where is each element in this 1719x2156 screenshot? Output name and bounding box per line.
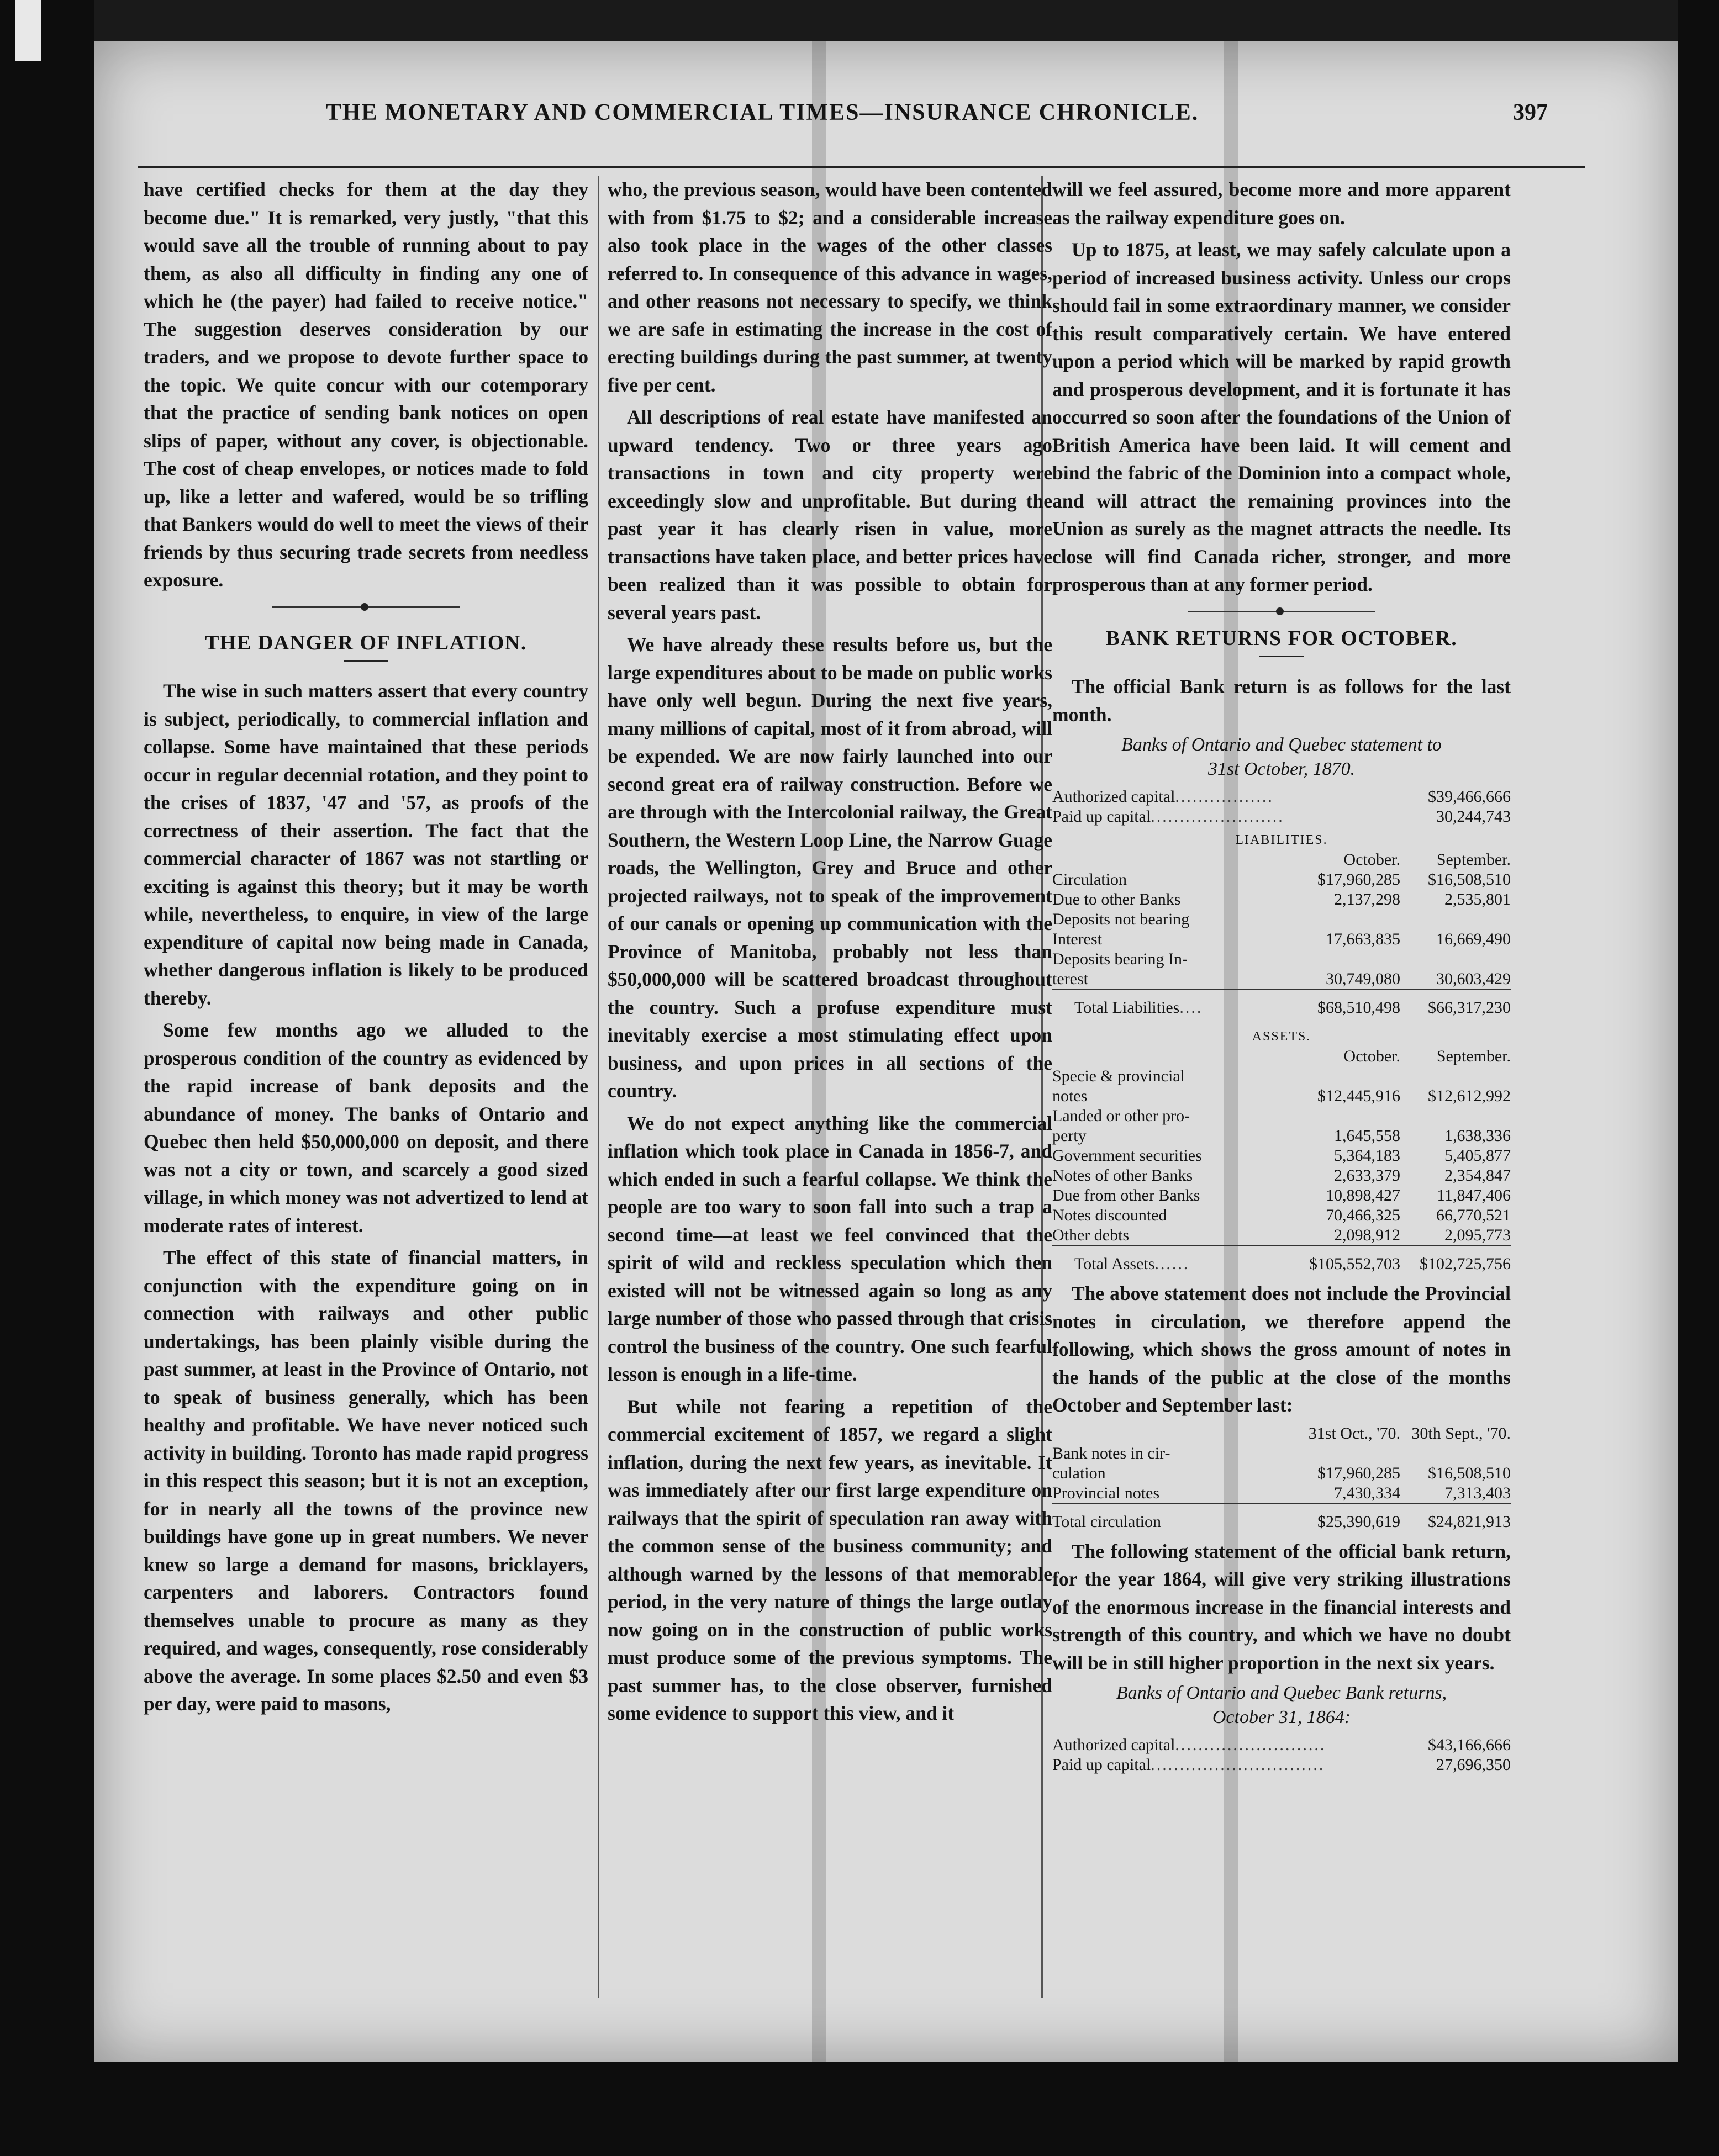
row-value: 7,430,334 xyxy=(1334,1483,1400,1502)
row-value: 2,535,801 xyxy=(1444,890,1511,908)
row-value xyxy=(1295,1444,1400,1463)
statement-caption xyxy=(1052,1681,1511,1730)
assets-rows xyxy=(1052,1066,1511,1246)
row-label: Due to other Banks xyxy=(1052,890,1181,908)
running-head xyxy=(0,99,1584,138)
row-value: 1,645,558 xyxy=(1334,1127,1400,1145)
heading-rule xyxy=(344,660,388,662)
table-row xyxy=(1052,1146,1511,1166)
row-value xyxy=(1400,910,1511,929)
statement-date: 31st October, 1870. xyxy=(1207,759,1356,779)
row-label: Notes of other Banks xyxy=(1052,1166,1193,1185)
paragraph: Some few months ago we alluded to the prosperous condition of the country as evidenced by the rapid increase of bank deposits and the abundance of money. The banks of Ontario and Quebec then held $50,000,000 on deposit, and there was not a city or town, and scarcely a good sized village, in which money was not advertized to lend at moderate rates of interest. xyxy=(144,1019,588,1236)
table-row xyxy=(1052,1444,1511,1463)
paragraph: have certified checks for them at the day they become due." It is remarked, very justly, "that this would save all the trouble of running about to pay them, as also all difficulty in finding any one of which he (the payer) had failed to receive notice." The suggestion deserves consideration by our traders, and we propose to devote further space to the topic. We quite concur with our cotemporary that the practice of sending bank notices on open slips of paper, without any cover, is objectionable. The cost of cheap envelopes, or notices made to fold up, like a letter and wafered, would be so trifling that Bankers would do well to meet the views of their friends by thus securing trade secrets from needless exposure. xyxy=(144,178,588,591)
row-label: Total Liabilities.... xyxy=(1052,990,1295,1023)
row-value xyxy=(1295,910,1400,929)
row-value: 2,633,379 xyxy=(1334,1166,1400,1185)
row-label: Authorized capital.......................... xyxy=(1052,1736,1326,1754)
film-border-left xyxy=(0,0,94,2156)
row-value: $39,466,666 xyxy=(1428,788,1511,806)
page-number: 397 xyxy=(1513,100,1548,125)
row-label: Government securities xyxy=(1052,1146,1202,1165)
table-row xyxy=(1052,1735,1511,1755)
row-value xyxy=(1295,1066,1400,1086)
row-label: terest xyxy=(1052,970,1088,988)
header-rule xyxy=(138,166,1585,168)
section-label-row xyxy=(1052,1023,1511,1047)
liabilities-rows xyxy=(1052,870,1511,990)
row-value: 30,603,429 xyxy=(1436,970,1511,988)
column-header-october: October. xyxy=(1343,1047,1400,1065)
row-value: 10,898,427 xyxy=(1326,1186,1400,1204)
row-label: Total circulation xyxy=(1052,1504,1295,1537)
row-value: $43,166,666 xyxy=(1428,1736,1511,1754)
bank-statement-1870 xyxy=(1052,787,1511,1280)
row-label: perty xyxy=(1052,1127,1087,1145)
table-row xyxy=(1052,1755,1511,1775)
row-label: Interest xyxy=(1052,930,1102,948)
row-value xyxy=(1400,1066,1511,1086)
row-value: 17,663,835 xyxy=(1326,930,1400,948)
row-value xyxy=(1295,949,1400,969)
paragraph: All descriptions of real estate have manifested an upward tendency. Two or three years ago transactions in town and city property were exceedingly slow and unprofitable. But during the past year it has clearly risen in value, more transactions have taken place, and better prices have been realized than it was possible to obtain for several years past. xyxy=(608,406,1052,623)
row-value: 30,749,080 xyxy=(1326,970,1400,988)
column-header-row xyxy=(1052,850,1511,870)
row-label: Paid up capital.............................. xyxy=(1052,1756,1325,1774)
statement-caption xyxy=(1052,733,1511,781)
table-row xyxy=(1052,787,1511,807)
liabilities-heading: LIABILITIES. xyxy=(1235,833,1328,847)
table-row xyxy=(1052,807,1511,827)
column-header-sept-1870: 30th Sept., '70. xyxy=(1411,1424,1511,1442)
publication-title: THE MONETARY AND COMMERCIAL TIMES—INSURANCE CHRONICLE. xyxy=(325,100,1199,125)
row-value: 2,354,847 xyxy=(1444,1166,1511,1185)
table-row xyxy=(1052,910,1511,929)
paragraph: who, the previous season, would have been contented with from $1.75 to $2; and a considerable increase also took place in the wages of the other classes referred to. In consequence of this advance in wages, and other reasons not necessary to specify, we think we are safe in estimating the increase in the cost of erecting buildings during the past summer, at twenty five per cent. xyxy=(608,178,1052,396)
table-row xyxy=(1052,870,1511,890)
row-label: Provincial notes xyxy=(1052,1483,1160,1502)
statement-caption-text: Banks of Ontario and Quebec Bank returns, xyxy=(1116,1683,1447,1703)
row-value: 2,137,298 xyxy=(1334,890,1400,908)
table-row xyxy=(1052,1186,1511,1206)
bank-statement-1864 xyxy=(1052,1735,1511,1775)
row-label: culation xyxy=(1052,1463,1106,1482)
film-border-bottom xyxy=(0,2062,1719,2156)
table-row xyxy=(1052,1126,1511,1146)
column-header-oct-1870: 31st Oct., '70. xyxy=(1308,1424,1400,1442)
total-row xyxy=(1052,990,1511,1023)
paragraph: The official Bank return is as follows for the last month. xyxy=(1052,675,1511,726)
row-value: 70,466,325 xyxy=(1326,1206,1400,1224)
row-value xyxy=(1295,1106,1400,1126)
film-border-right xyxy=(1678,0,1719,2156)
column-header-row xyxy=(1052,1424,1511,1444)
row-label: Notes discounted xyxy=(1052,1206,1167,1224)
row-value xyxy=(1400,1444,1511,1463)
table-row xyxy=(1052,1225,1511,1246)
assets-heading: ASSETS. xyxy=(1252,1029,1311,1044)
row-value: 2,095,773 xyxy=(1444,1226,1511,1244)
column-header-september: September. xyxy=(1436,1047,1511,1065)
circulation-table xyxy=(1052,1424,1511,1537)
statement-date: October 31, 1864: xyxy=(1212,1707,1351,1727)
row-label: Due from other Banks xyxy=(1052,1186,1200,1204)
table-row xyxy=(1052,1086,1511,1106)
table-row xyxy=(1052,1066,1511,1086)
circulation-rows xyxy=(1052,1444,1511,1504)
row-value: 7,313,403 xyxy=(1444,1483,1511,1502)
row-value: 5,364,183 xyxy=(1334,1146,1400,1165)
column-header-september: September. xyxy=(1436,850,1511,869)
article-heading: BANK RETURNS FOR OCTOBER. xyxy=(1105,626,1458,650)
table-row xyxy=(1052,890,1511,910)
row-value: $24,821,913 xyxy=(1400,1504,1511,1537)
paragraph: We do not expect anything like the commercial inflation which took place in Canada in 1856-7, and which ended in such a fearful collapse. We think the people are too wary to soon fall into such a trap a second time—at least we feel convinced that the spirit of wild and reckless speculation which then existed will not be witnessed again so long as any large number of those who passed through that crisis control the business of the country. One such fearful lesson is enough in a life-time. xyxy=(608,1112,1052,1385)
column-divider xyxy=(598,176,599,1998)
paragraph: But while not fearing a repetition of the commercial excitement of 1857, we regard a slight inflation, during the next few years, as inevitable. It was immediately after our first large expenditure on railways that the spirit of speculation ran away with the common sense of the business community; and although warned by the lessons of that memorable period, in the very nature of things the large outlay now going on in the construction of public works must produce some of the previous symptoms. The past summer has, to the close observer, furnished some evidence to support this view, and it xyxy=(608,1395,1052,1724)
paragraph: We have already these results before us, but the large expenditures about to be made on public works have only well begun. During the next five years, many millions of capital, most of it from abroad, will be expended. We are now fairly launched into our second great era of railway construction. Before we are through with the Intercolonial railway, the Great Southern, the Western Loop Line, the Narrow Guage roads, the Wellington, Grey and Bruce and other projected railways, not to speak of the improvement of our canals or opening up communication with the Province of Manitoba, probably not less than $50,000,000 will be scattered broadcast throughout the country. Such a profuse expenditure must inevitably exercise a most stimulating effect upon business, and upon prices in all sections of the country. xyxy=(608,633,1052,1102)
column-header-row xyxy=(1052,1047,1511,1066)
column-header-october: October. xyxy=(1343,850,1400,869)
row-value: 30,244,743 xyxy=(1436,807,1511,826)
row-value: $102,725,756 xyxy=(1400,1246,1511,1280)
row-label: Bank notes in cir- xyxy=(1052,1444,1170,1462)
row-label: Circulation xyxy=(1052,870,1127,889)
row-label: Specie & provincial xyxy=(1052,1067,1185,1085)
section-label-row xyxy=(1052,827,1511,850)
row-value: 16,669,490 xyxy=(1436,930,1511,948)
row-label: Deposits not bearing xyxy=(1052,910,1190,928)
table-row xyxy=(1052,1463,1511,1483)
table-row xyxy=(1052,929,1511,949)
column-3 xyxy=(1052,176,1511,1998)
film-sprocket xyxy=(15,0,41,61)
table-row xyxy=(1052,969,1511,990)
row-value: 66,770,521 xyxy=(1436,1206,1511,1224)
row-value: $17,960,285 xyxy=(1317,1463,1400,1482)
row-label: notes xyxy=(1052,1087,1088,1105)
total-row xyxy=(1052,1246,1511,1280)
row-value: 5,405,877 xyxy=(1444,1146,1511,1165)
row-value: $68,510,498 xyxy=(1295,990,1400,1023)
section-separator xyxy=(1188,611,1375,612)
row-value: $16,508,510 xyxy=(1428,1463,1511,1482)
paragraph: The following statement of the official bank return, for the year 1864, will give very striking illustrations of the enormous increase in the financial interests and strength of this country, and which we have no doubt will be in still higher proportion in the next six years. xyxy=(1052,1540,1511,1674)
row-value xyxy=(1400,949,1511,969)
heading-rule xyxy=(1259,656,1304,657)
row-value: 2,098,912 xyxy=(1334,1226,1400,1244)
article-heading: THE DANGER OF INFLATION. xyxy=(205,631,527,654)
row-label: Deposits bearing In- xyxy=(1052,950,1188,968)
table-row xyxy=(1052,1206,1511,1225)
table-row xyxy=(1052,1483,1511,1504)
row-label: Paid up capital....................... xyxy=(1052,807,1284,826)
table-row xyxy=(1052,949,1511,969)
paragraph: The effect of this state of financial matters, in conjunction with the expenditure going on in connection with railways and other public undertakings, has been plainly visible during the past summer, at least in the Province of Ontario, not to speak of business generally, which has been healthy and profitable. We have never noticed such activity in building. Toronto has made rapid progress in this respect this season; but it is not an exception, for in nearly all the towns of the province new buildings have gone up in great numbers. We never knew so large a demand for masons, bricklayers, carpenters and laborers. Contractors found themselves unable to procure as many as they required, and wages, consequently, rose considerably above the average. In some places $2.50 and even $3 per day, were paid to masons, xyxy=(144,1246,588,1715)
statement-caption-text: Banks of Ontario and Quebec statement to xyxy=(1121,734,1442,755)
paragraph: Up to 1875, at least, we may safely calculate upon a period of increased business activity. Unless our crops should fail in some extraordinary manner, we consider this result comparatively certain. We have entered upon a period which will be marked by rapid growth and prosperous development, and it is fortunate it has occurred so soon after the foundations of the Union of British America have been laid. It will cement and bind the fabric of the Dominion into a compact whole, and will attract the remaining provinces into the Union as surely as the magnet attracts the needle. Its close will find Canada richer, stronger, and more prosperous than at any former period. xyxy=(1052,239,1511,595)
table-row xyxy=(1052,1106,1511,1126)
paragraph: The above statement does not include the Provincial notes in circulation, we therefore append the following, which shows the gross amount of notes in the hands of the public at the close of the months October and September last: xyxy=(1052,1282,1511,1416)
row-value: 11,847,406 xyxy=(1437,1186,1511,1204)
row-value: 1,638,336 xyxy=(1444,1127,1511,1145)
total-row xyxy=(1052,1504,1511,1537)
row-label: Authorized capital................. xyxy=(1052,788,1274,806)
row-value: $105,552,703 xyxy=(1295,1246,1400,1280)
paragraph: The wise in such matters assert that every country is subject, periodically, to commercial inflation and collapse. Some have maintained that these periods occur in regular decennial rotation, and they point to the crises of 1837, '47 and '57, as proofs of the correctness of their assertion. The fact that the commercial character of 1867 was not startling or exciting is against this theory; but it may be worth while, nevertheless, to enquire, in view of the large expenditure of capital now being made in Canada, whether dangerous inflation is likely to be produced thereby. xyxy=(144,680,588,1009)
row-label: Landed or other pro- xyxy=(1052,1107,1190,1125)
row-value: $25,390,619 xyxy=(1295,1504,1400,1537)
row-value: $12,612,992 xyxy=(1428,1087,1511,1105)
column-1 xyxy=(144,176,588,1998)
section-separator xyxy=(272,606,460,608)
column-2 xyxy=(608,176,1052,1998)
row-value xyxy=(1400,1106,1511,1126)
row-label: Total Assets...... xyxy=(1052,1246,1295,1280)
row-value: $17,960,285 xyxy=(1317,870,1400,889)
row-value: 27,696,350 xyxy=(1436,1756,1511,1774)
row-value: $12,445,916 xyxy=(1317,1087,1400,1105)
paragraph: will we feel assured, become more and more apparent as the railway expenditure goes on. xyxy=(1052,178,1511,229)
row-value: $16,508,510 xyxy=(1428,870,1511,889)
row-label: Other debts xyxy=(1052,1226,1130,1244)
table-row xyxy=(1052,1166,1511,1186)
row-value: $66,317,230 xyxy=(1400,990,1511,1023)
